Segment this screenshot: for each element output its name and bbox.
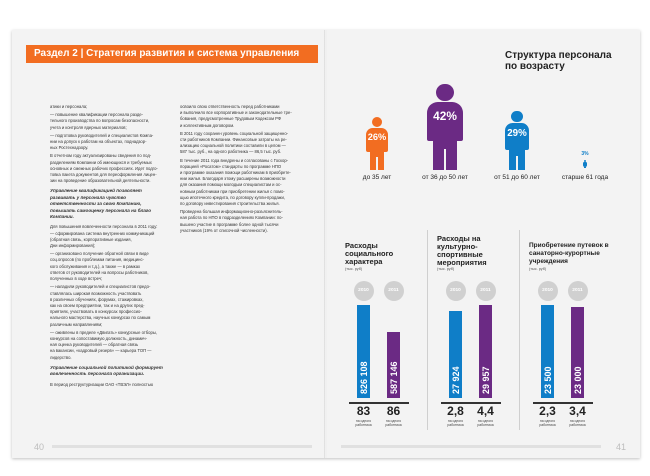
- per-worker-value: 2,3: [539, 404, 556, 418]
- text-column-2: [180, 104, 298, 236]
- paragraph: Проведена большая информационно-разъяснитель- ная работа по НПО в подразделениях Компании: по- вышено участие в программе более одной тысячи участников (19% от списочной численности).: [180, 209, 283, 233]
- expense-unit: (тыс. руб): [345, 267, 363, 271]
- group-separator: [427, 230, 428, 430]
- per-worker-value: 3,4: [569, 404, 586, 418]
- bar-value-label: 23 500: [542, 366, 553, 394]
- per-worker-caption: на одного работника: [447, 419, 464, 427]
- paragraph: — повышение квалификации персонала разде- тельного производства по вопросам безопасности, учета и контроля ядерных материалов;: [50, 112, 150, 130]
- chart-baseline: [533, 402, 593, 404]
- year-badge: 2010: [538, 281, 558, 301]
- paragraph: В период реструктуризации ОАО «ТВЭЛ» полностью: [50, 381, 154, 387]
- age-chart-title: Структура персонала по возрасту: [505, 50, 612, 72]
- footer-rule: [341, 445, 601, 448]
- emphasis-paragraph: Управление социальной политикой формирует вовлеченность персонала организации.: [50, 364, 163, 377]
- per-worker-value: 4,4: [477, 404, 494, 418]
- paragraph: В отчетном году актуализированы сведения по под- разделениям Компании об имеющихся и требуемых основных и смежных рабочих профессиях. Идет подго- товка пакета документов для переоформления лицен- зии на проведение образовательной деятельности.: [50, 153, 158, 184]
- person-figure: [583, 160, 587, 170]
- paragraph: освоило свою ответственность перед работниками и выполнило все корпоративные и законодательные тре- бования, предусмотренные Трудовым Кодексом РФ и коллективным договором.: [180, 104, 292, 128]
- chart-baseline: [349, 402, 409, 404]
- page-number: 41: [615, 442, 626, 452]
- per-worker-caption: на одного работника: [355, 419, 372, 427]
- bar-value-label: 27 924: [450, 366, 461, 394]
- footer-rule: [52, 445, 312, 448]
- person-head: [372, 117, 383, 128]
- per-worker-caption: на одного работника: [569, 419, 586, 427]
- age-group-label: старше 61 года: [561, 174, 609, 181]
- leg-gap: [444, 149, 445, 170]
- age-percent-label: 29%: [507, 127, 527, 139]
- age-percent-label: 42%: [433, 108, 457, 123]
- age-group-label: до 35 лет: [362, 174, 392, 181]
- expense-group-title: Расходы на культурно-спортивные мероприятия: [437, 234, 487, 267]
- age-group-label: от 36 до 50 лет: [422, 174, 468, 181]
- year-badge: 2011: [568, 281, 588, 301]
- section-title: Раздел 2 | Стратегия развития и система управления: [26, 45, 318, 63]
- text-column-1: [50, 104, 168, 390]
- page-number: 40: [34, 442, 45, 452]
- expense-unit: (тыс. руб): [529, 267, 547, 271]
- age-percent-label: 26%: [367, 132, 387, 143]
- person-figure: [366, 117, 388, 170]
- per-worker-value: 83: [356, 404, 371, 418]
- left-page: [12, 30, 325, 458]
- leg-gap: [376, 157, 377, 170]
- bar-value-label: 826 108: [358, 361, 369, 394]
- bar-value-label: 587 146: [388, 361, 399, 394]
- person-head: [511, 111, 523, 123]
- paragraph: — наладили руководителей и специалистов предо- ставлялась широкая возможность участвовать в различных обучениях, форумах, стажировках, как на своем предприятии, так и на других пред- приятиях, участвовать в конкурсах профессио- нального мастерства, научных конкурсах по самым различным направлениям;: [50, 284, 151, 327]
- leg-gap: [516, 156, 517, 170]
- person-figure: [505, 111, 530, 170]
- year-badge: 2010: [354, 281, 374, 301]
- per-worker-value: 2,8: [447, 404, 464, 418]
- bar-value-label: 29 957: [480, 366, 491, 394]
- right-page: [327, 30, 640, 458]
- emphasis-paragraph: Управление квалификацией позволяет развивать у персонала чувство ответственности за свою Компанию, повышать самооценку персонала на благо Компании.: [50, 188, 152, 220]
- person-figure: [427, 84, 463, 170]
- expense-group-title: Приобретение путевок в санаторно-курортные учреждения: [529, 242, 609, 265]
- paragraph: — организовано получение обратной связи в виде соц.опросов (по проблемам питания, медицинс- кого обслуживания и т.д.), а также — в рамках ответов от руководителей на вопросы работников, полученных в ходе встреч;: [50, 251, 149, 282]
- age-percent-label: 3%: [581, 151, 589, 157]
- expense-unit: (тыс. руб): [437, 267, 455, 271]
- year-badge: 2011: [476, 281, 496, 301]
- age-group-label: от 51 до 60 лет: [494, 174, 540, 181]
- per-worker-caption: на одного работника: [385, 419, 402, 427]
- group-separator: [519, 230, 520, 430]
- paragraph: атики и персонала;: [50, 104, 88, 109]
- paragraph: Для повышения вовлеченности персонала в 2011 году: — сформирована система внутренних коммуникаций (обратная связь, корпоративные издания, Дни информирования);: [50, 224, 158, 249]
- brochure-spread: [12, 30, 640, 458]
- paragraph: В 2011 году сохранен уровень социальной защищенно- сти работников Компании. Финансовые затраты на ре- ализацию социальной политики составили в целом — 587 тыс. руб., на одного работника — 86,5 тыс. руб.: [180, 130, 289, 155]
- per-worker-value: 86: [386, 404, 401, 418]
- per-worker-caption: на одного работника: [477, 419, 494, 427]
- bar-value-label: 23 000: [572, 366, 583, 394]
- expense-group-title: Расходы социального характера: [345, 241, 394, 266]
- year-badge: 2011: [384, 281, 404, 301]
- paragraph: — оживлены в пределе «Двигать» конкурсные отборы, конкурсов на сопоставимую должность, динамич- ная оценка руководителей — обратная связь на вакансии, «кадровый резерв» — карьера ТОП — лидерство.: [50, 329, 158, 360]
- person-head: [436, 84, 453, 101]
- paragraph: В течение 2011 года внедрены и согласованы с Госкор- порацией «Росатом» стандарты по программе НПО и программе оказания помощи работникам в приобрете- нии жилья. Благодаря этому расширены возможности для оказания помощи молодым специалистам и ос- новным работникам при приобретении жилья с помо- щью ипотечного кредита, по договору купли-продажи, по договору инвестирования строительства жилья.: [180, 157, 291, 207]
- paragraph: — подготовка руководителей и специалистов Компа- нии на допуск к работам на объектах, поднадзор- ных Ростехнадзору.: [50, 132, 154, 151]
- leg-gap: [584, 168, 585, 170]
- chart-baseline: [441, 402, 501, 404]
- per-worker-caption: на одного работника: [539, 419, 556, 427]
- year-badge: 2010: [446, 281, 466, 301]
